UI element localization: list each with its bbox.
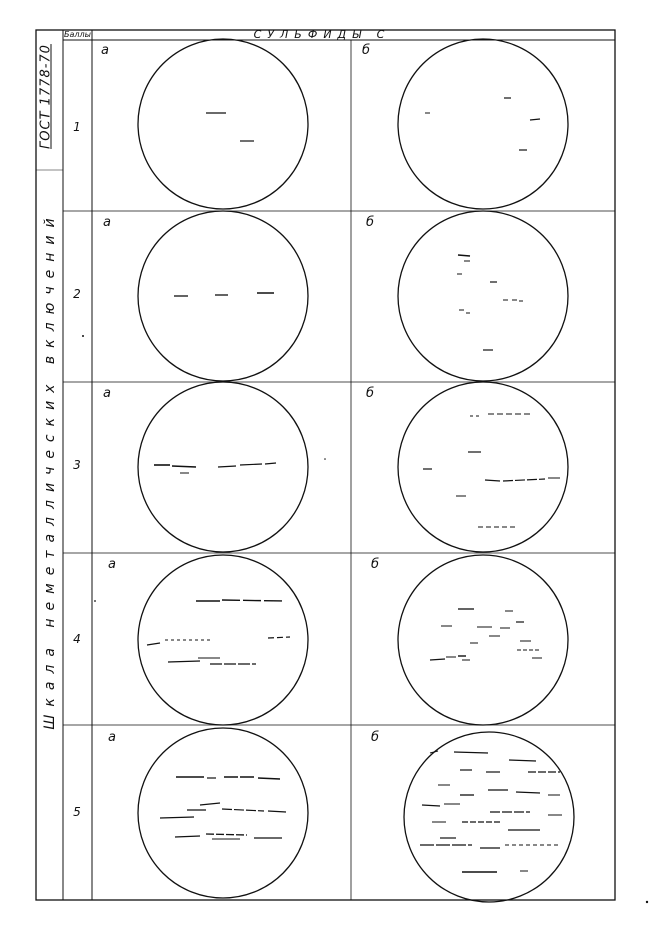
variant-b-label: б — [366, 215, 375, 230]
micrograph-5a — [138, 728, 308, 898]
micrograph-5b — [404, 732, 574, 902]
micrograph-1a — [138, 39, 308, 209]
micrograph-3b — [398, 382, 568, 552]
micrograph-4a — [138, 555, 308, 725]
score-label: 3 — [73, 458, 81, 472]
variant-b-label: б — [366, 386, 375, 401]
score-label: 1 — [73, 120, 81, 134]
variant-a-label: а — [108, 557, 116, 572]
micrograph-4b — [398, 555, 568, 725]
sulfides-header: СУЛЬФИДЫ С — [253, 28, 391, 41]
scale-title: Шкала неметаллических включений — [42, 210, 58, 730]
micrograph-2b — [398, 211, 568, 381]
variant-a-label: а — [108, 730, 116, 745]
scan-speck — [646, 901, 648, 903]
variant-b-label: б — [371, 730, 380, 745]
outer-frame — [36, 30, 615, 900]
variant-a-label: а — [103, 215, 111, 230]
scan-speck — [94, 600, 96, 602]
variant-a-label: а — [103, 386, 111, 401]
variant-b-label: б — [371, 557, 380, 572]
variant-b-label: б — [362, 43, 371, 58]
micrograph-3a — [138, 382, 308, 552]
score-label: 4 — [73, 632, 81, 646]
score-label: 5 — [73, 805, 81, 819]
score-label: 2 — [73, 287, 81, 301]
variant-a-label: а — [101, 43, 109, 58]
score-column-header: Баллы — [64, 30, 91, 39]
scan-speck — [82, 335, 84, 337]
standard-number-label: ГОСТ 1778-70 — [38, 44, 54, 149]
micrograph-2a — [138, 211, 308, 381]
scan-speck — [324, 458, 326, 460]
micrograph-1b — [398, 39, 568, 209]
